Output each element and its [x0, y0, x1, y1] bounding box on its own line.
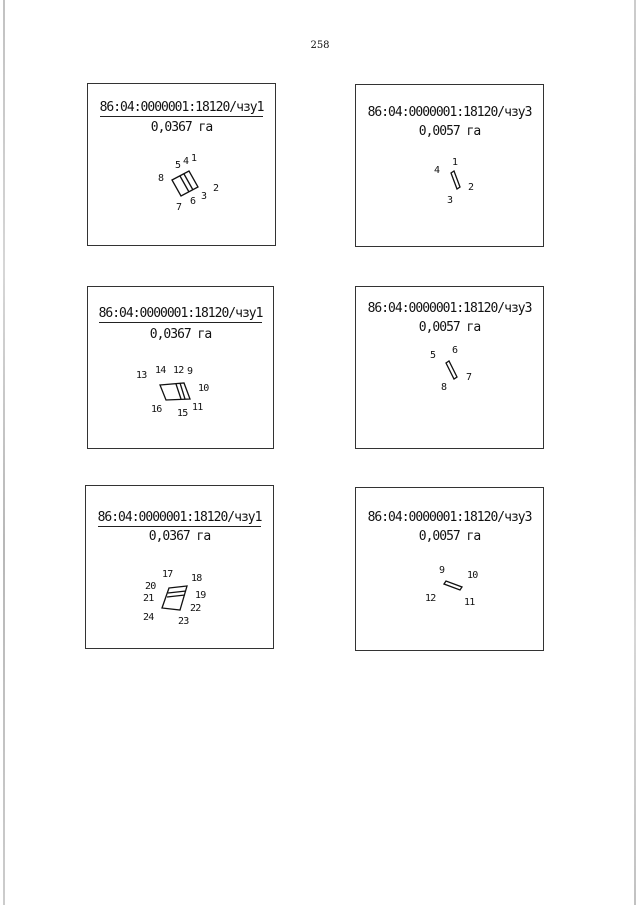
point-label: 3: [447, 195, 453, 206]
plot-area: 0,0367 га: [149, 327, 212, 342]
plot-area: 0,0057 га: [418, 529, 481, 544]
plot-outline: [356, 85, 545, 248]
plot-outline: [356, 287, 545, 450]
point-label: 11: [464, 597, 475, 608]
point-label: 5: [175, 160, 181, 171]
point-label: 24: [143, 612, 154, 623]
point-label: 15: [177, 408, 188, 419]
point-label: 10: [198, 383, 209, 394]
plot-outline: [356, 488, 545, 652]
point-label: 12: [173, 365, 184, 376]
plot-card-5: [85, 485, 274, 649]
cadastral-number: 86:04:0000001:18120/чзу3: [367, 510, 532, 525]
scan-edge-left: [3, 0, 5, 905]
point-label: 4: [183, 156, 189, 167]
point-label: 1: [452, 157, 458, 168]
point-label: 1: [191, 153, 197, 164]
point-label: 12: [425, 593, 436, 604]
point-label: 14: [155, 365, 166, 376]
plot-area: 0,0057 га: [418, 320, 481, 335]
point-label: 9: [439, 565, 445, 576]
plot-card-6: [355, 487, 544, 651]
point-label: 2: [213, 183, 219, 194]
point-label: 3: [201, 191, 207, 202]
point-label: 7: [176, 202, 182, 213]
page-number: 258: [310, 40, 330, 51]
point-label: 6: [190, 196, 196, 207]
plot-card-1: [87, 83, 276, 246]
point-label: 7: [466, 372, 472, 383]
plot-area: 0,0367 га: [150, 120, 213, 135]
point-label: 11: [192, 402, 203, 413]
plot-card-2: [355, 84, 544, 247]
cadastral-number: 86:04:0000001:18120/чзу1: [97, 510, 262, 525]
cadastral-number: 86:04:0000001:18120/чзу1: [98, 306, 263, 321]
plot-card-4: [355, 286, 544, 449]
point-label: 18: [191, 573, 202, 584]
plot-area: 0,0367 га: [148, 529, 211, 544]
point-label: 23: [178, 616, 189, 627]
cadastral-number: 86:04:0000001:18120/чзу1: [99, 100, 264, 115]
point-label: 4: [434, 165, 440, 176]
point-label: 21: [143, 593, 154, 604]
cadastral-number: 86:04:0000001:18120/чзу3: [367, 301, 532, 316]
point-label: 16: [151, 404, 162, 415]
plot-card-3: [87, 286, 274, 449]
point-label: 10: [467, 570, 478, 581]
point-label: 8: [441, 382, 447, 393]
point-label: 20: [145, 581, 156, 592]
plot-area: 0,0057 га: [418, 124, 481, 139]
cadastral-number: 86:04:0000001:18120/чзу3: [367, 105, 532, 120]
point-label: 22: [190, 603, 201, 614]
point-label: 5: [430, 350, 436, 361]
point-label: 17: [162, 569, 173, 580]
point-label: 2: [468, 182, 474, 193]
scan-edge-right: [634, 0, 636, 905]
point-label: 13: [136, 370, 147, 381]
point-label: 9: [187, 366, 193, 377]
point-label: 8: [158, 173, 164, 184]
point-label: 19: [195, 590, 206, 601]
point-label: 6: [452, 345, 458, 356]
